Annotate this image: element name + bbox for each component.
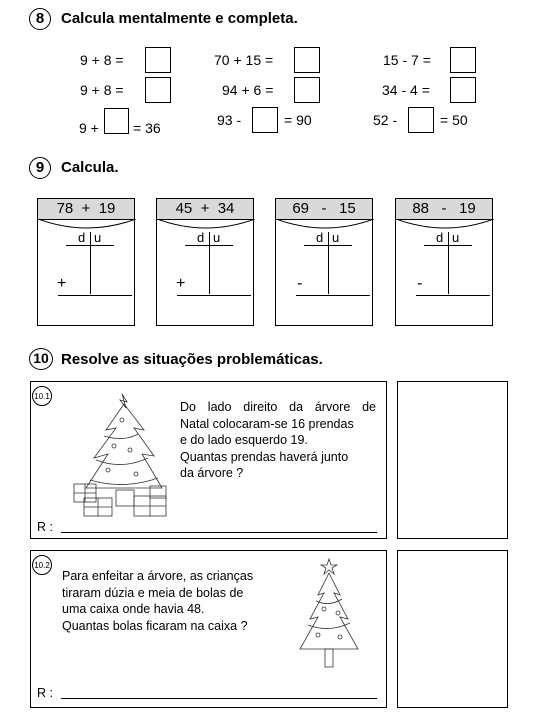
answer-box[interactable] <box>450 47 476 73</box>
problem-text-line: Natal colocaram-se 16 prendas <box>180 416 354 431</box>
column-divider <box>328 232 329 294</box>
problem-text <box>62 568 282 634</box>
problem-tag: 10.1 <box>32 386 52 406</box>
problem-text-line: Quantas bolas ficaram na caixa ? <box>62 618 248 633</box>
answer-box[interactable] <box>145 77 171 103</box>
answer-box[interactable] <box>104 108 129 134</box>
units-label: u <box>332 230 340 245</box>
equation-label: 15 - 7 = <box>383 52 431 68</box>
christmas-tree-with-gifts-icon <box>64 390 184 520</box>
result-line <box>177 295 251 296</box>
answer-label: R : <box>37 520 53 534</box>
answer-line[interactable] <box>61 698 377 699</box>
units-label: u <box>94 230 102 245</box>
exercise-number-8: 8 <box>29 8 51 30</box>
answer-box[interactable] <box>294 77 320 103</box>
operation-divider-curve <box>396 219 494 233</box>
operation-divider-curve <box>276 219 374 233</box>
operation-sign: + <box>176 275 186 292</box>
answer-line[interactable] <box>61 532 377 533</box>
operation-expression: 88 - 19 <box>396 199 492 220</box>
problem-text-line: da árvore ? <box>180 466 244 480</box>
equation-label: 9 + 8 = <box>80 52 124 68</box>
christmas-tree-icon <box>294 557 364 677</box>
operation-sign: - <box>417 275 423 292</box>
operation-box <box>37 198 135 326</box>
units-label: u <box>452 230 460 245</box>
result-line <box>58 295 132 296</box>
operation-divider-curve <box>38 219 136 233</box>
exercise-9-title: Calcula. <box>61 159 119 176</box>
tens-label: d <box>78 230 86 245</box>
column-divider <box>209 232 210 294</box>
answer-box[interactable] <box>294 47 320 73</box>
operation-expression: 45 + 34 <box>157 199 253 220</box>
equation-label: = 36 <box>133 120 161 136</box>
exercise-10-title: Resolve as situações problemáticas. <box>61 351 323 368</box>
operation-box <box>156 198 254 326</box>
result-line <box>416 295 490 296</box>
exercise-number-9: 9 <box>29 157 51 179</box>
tens-label: d <box>316 230 324 245</box>
equation-label: 52 - <box>373 112 398 128</box>
equation-label: 34 - 4 = <box>382 82 430 98</box>
problem-text-line: tiraram dúzia e meia de bolas de <box>62 585 244 600</box>
problem-panel-10-2 <box>30 550 387 708</box>
problem-text-line: uma caixa onde havia 48. <box>62 602 205 616</box>
problem-tag: 10.2 <box>32 555 52 575</box>
problem-panel-10-1 <box>30 381 387 539</box>
equation-label: = 90 <box>284 112 312 128</box>
operation-expression: 69 - 15 <box>276 199 372 220</box>
result-line <box>296 295 370 296</box>
answer-box[interactable] <box>252 107 278 133</box>
problem-text <box>180 399 376 482</box>
equation-label: 70 + 15 = <box>214 52 274 68</box>
operation-box <box>395 198 493 326</box>
work-box-10-1[interactable] <box>397 381 508 539</box>
units-label: u <box>213 230 221 245</box>
column-divider <box>448 232 449 294</box>
equation-label: 9 + <box>79 120 99 136</box>
operation-sign: + <box>57 275 67 292</box>
answer-box[interactable] <box>408 107 434 133</box>
work-box-10-2[interactable] <box>397 550 508 708</box>
problem-text-line: e do lado esquerdo 19. <box>180 433 308 447</box>
exercise-number-10: 10 <box>29 348 53 370</box>
answer-box[interactable] <box>145 47 171 73</box>
tens-label: d <box>436 230 444 245</box>
operation-divider-curve <box>157 219 255 233</box>
equation-label: 93 - <box>217 112 242 128</box>
equation-label: 9 + 8 = <box>80 82 124 98</box>
problem-text-line: Para enfeitar a árvore, as crianças <box>62 569 254 583</box>
answer-label: R : <box>37 686 53 700</box>
problem-text-line: Do lado direito da árvore de <box>180 400 376 414</box>
exercise-8-title: Calcula mentalmente e completa. <box>61 10 298 27</box>
problem-text-line: Quantas prendas haverá junto <box>180 449 349 464</box>
equation-label: = 50 <box>440 112 468 128</box>
answer-box[interactable] <box>450 77 476 103</box>
column-divider <box>90 232 91 294</box>
equation-label: 94 + 6 = <box>222 82 274 98</box>
operation-expression: 78 + 19 <box>38 199 134 220</box>
operation-box <box>275 198 373 326</box>
tens-label: d <box>197 230 205 245</box>
operation-sign: - <box>297 275 303 292</box>
